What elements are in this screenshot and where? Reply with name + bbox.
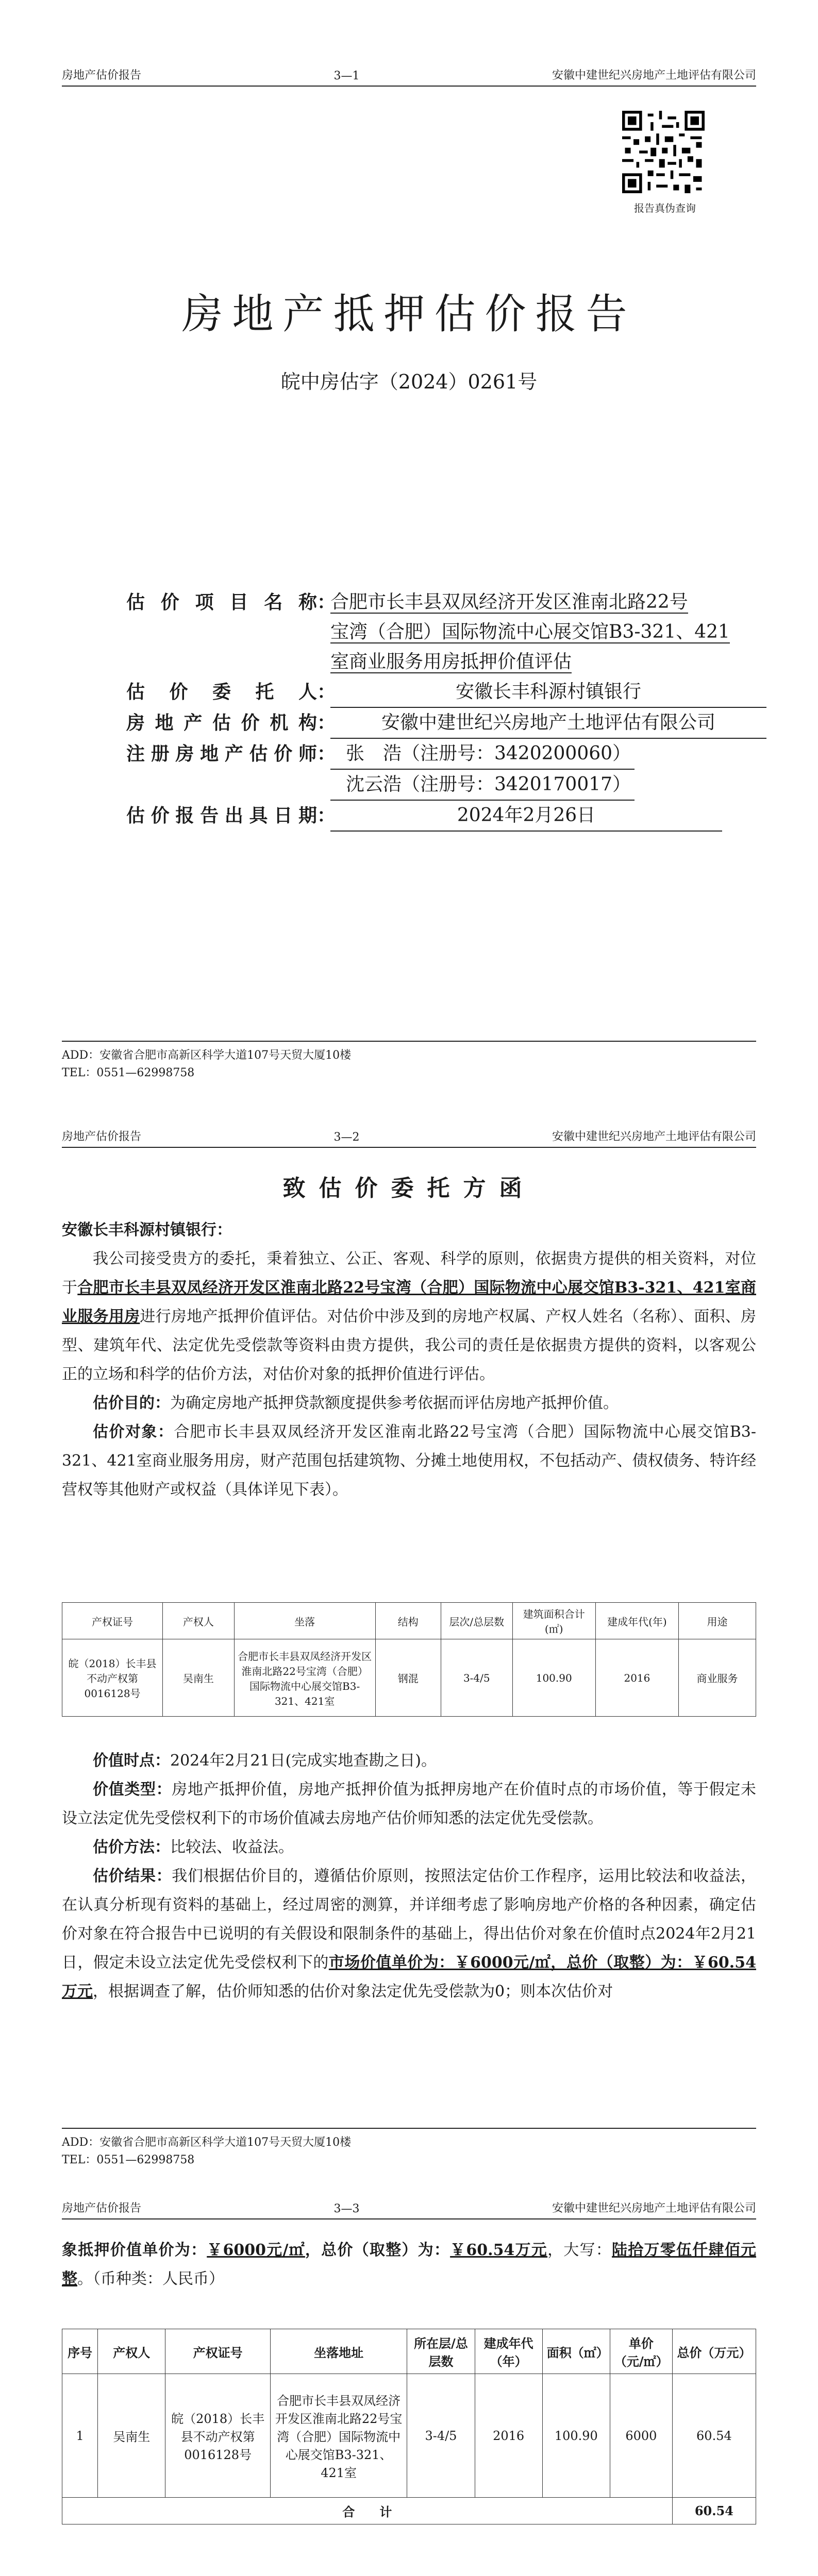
- qr-code-icon[interactable]: [622, 111, 705, 193]
- project-value-line-2: 宝湾（合肥）国际物流中心展交馆B3-321、421: [330, 621, 730, 642]
- result-paragraph: 估价结果：我们根据估价目的，遵循估价原则，按照法定估价工作程序，运用比较法和收益法，在认真分析现有资料的基础上，经过周密的测算，并详细考虑了影响房地产价格的各种因素，确定估价对象在符合报告中已说明的有关假设和限制条件的基础上，得出估价对象在价值时点2024年2月21日，假定未设立法定优先受偿权利下的市场价值单价为：￥6000元/㎡，总价（取整）为：￥60.54万元，根据调查了解，估价师知悉的估价对象法定优先受偿款为0；则本次估价对: [62, 1867, 757, 2001]
- table-header-row: 产权证号 产权人 坐落 结构 层次/总层数 建筑面积合计(㎡) 建成年代(年) 用途: [62, 1603, 756, 1639]
- letter-body-1: [62, 1216, 756, 1504]
- object-address: 合肥市长丰县双凤经济开发区淮南北路22号宝湾（合肥）国际物流中心展交馆B3-321、421室商业服务用房: [62, 1279, 756, 1326]
- market-value: 市场价值单价为：￥6000元/㎡，总价（取整）为：￥60.54万元: [62, 1954, 756, 2001]
- header-page-number: 3—2: [333, 1131, 360, 1144]
- value-type-paragraph: 价值类型：房地产抵押价值，房地产抵押价值为抵押房地产在价值时点的市场价值，等于假定未设立法定优先受偿权利下的市场价值减去房地产估价师知悉的法定优先受偿款。: [62, 1781, 757, 1827]
- date-row: 估价报告出具日期 ： 2024年2月26日: [126, 801, 766, 832]
- header-page-number: 3—3: [333, 2202, 360, 2215]
- salutation: 安徽长丰科源村镇银行：: [62, 1221, 232, 1239]
- org-row: 房地产估价机构 ： 安徽中建世纪兴房地产土地评估有限公司: [126, 708, 766, 739]
- date-value: 2024年2月26日: [330, 801, 722, 832]
- footer-tel: TEL：0551—62998758: [62, 2154, 195, 2166]
- page-footer: [62, 2128, 756, 2169]
- purpose-paragraph: 估价目的：为确定房地产抵押贷款额度提供参考依据而评估房地产抵押价值。: [93, 1394, 619, 1412]
- value-date-paragraph: 价值时点：2024年2月21日(完成实地查勘之日)。: [93, 1752, 437, 1770]
- page-footer: [62, 1041, 756, 1082]
- page-header: [62, 2190, 756, 2219]
- project-value-line-3: 室商业服务用房抵押价值评估: [330, 651, 572, 672]
- footer-address: ADD：安徽省合肥市高新区科学大道107号天贸大厦10楼: [62, 2136, 352, 2149]
- report-title: 房地产抵押估价报告: [181, 290, 637, 338]
- org-label: 房地产估价机构: [126, 712, 317, 734]
- header-company: 安徽中建世纪兴房地产土地评估有限公司: [552, 2202, 756, 2215]
- page-header: [62, 57, 756, 87]
- appraiser-label: 注册房地产估价师: [126, 743, 317, 765]
- letter-page-2: [0, 2190, 818, 2576]
- letter-page-1: [0, 1108, 818, 2190]
- document-number: 皖中房估字（2024）0261号: [280, 370, 538, 393]
- object-paragraph: 估价对象：合肥市长丰县双凤经济开发区淮南北路22号宝湾（合肥）国际物流中心展交馆B3-321、421室商业服务用房，财产范围包括建筑物、分摊土地使用权，不包括动产、债权债务、特许经营权等其他财产或权益（具体详见下表）。: [62, 1423, 757, 1499]
- client-value: 安徽长丰科源村镇银行: [330, 677, 766, 708]
- header-company: 安徽中建世纪兴房地产土地评估有限公司: [552, 69, 756, 82]
- project-value-line-1: 合肥市长丰县双凤经济开发区淮南北路22号: [330, 591, 688, 613]
- appraiser-row: 注册房地产估价师 ： 张 浩（注册号：3420200060） 沈云浩（注册号：3420170017）: [126, 739, 766, 801]
- unit-price: ￥6000元/㎡: [207, 2241, 305, 2259]
- valuation-table: [62, 2329, 756, 2524]
- letter-title: 致估价委托方函: [282, 1175, 536, 1201]
- header-company: 安徽中建世纪兴房地产土地评估有限公司: [552, 1130, 756, 1143]
- header-left: 房地产估价报告: [62, 1130, 142, 1143]
- table-row: 1 吴南生 皖（2018）长丰县不动产权第0016128号 合肥市长丰县双凤经济开发区淮南北路22号宝湾（合肥）国际物流中心展交馆B3-321、421室 3-4/5 2016 100.90 6000 60.54: [62, 2374, 756, 2498]
- cover-page: [0, 0, 818, 1103]
- page-header: [62, 1118, 756, 1148]
- client-row: 估价委托人 ： 安徽长丰科源村镇银行: [126, 677, 766, 708]
- total-price: ￥60.54万元: [450, 2241, 548, 2259]
- intro-paragraph: 我公司接受贵方的委托，秉着独立、公正、客观、科学的原则，依据贵方提供的相关资料，对位于合肥市长丰县双凤经济开发区淮南北路22号宝湾（合肥）国际物流中心展交馆B3-321、421室商业服务用房进行房地产抵押价值评估。对估价中涉及到的房地产权属、产权人姓名（名称）、面积、房型、建筑年代、法定优先受偿款等资料由贵方提供，我公司的责任是依据贵方提供的资料，以客观公正的立场和科学的估价方法，对估价对象的抵押价值进行评估。: [62, 1250, 757, 1383]
- table-sum-row: 合 计 60.54: [62, 2498, 756, 2524]
- header-left: 房地产估价报告: [62, 69, 142, 82]
- client-label: 估价委托人: [126, 681, 317, 703]
- table-header-row: 序号 产权人 产权证号 坐落地址 所在层/总层数 建成年代（年） 面积（㎡） 单价（元/㎡） 总价（万元）: [62, 2329, 756, 2374]
- date-label: 估价报告出具日期: [126, 805, 317, 826]
- appraiser-1: 张 浩（注册号：3420200060）: [330, 739, 635, 770]
- property-table: [62, 1602, 756, 1717]
- project-label: 估价项目名称: [126, 591, 317, 613]
- header-left: 房地产估价报告: [62, 2202, 142, 2215]
- footer-tel: TEL：0551—62998758: [62, 1066, 195, 1079]
- table-row: 皖（2018）长丰县不动产权第0016128号 吴南生 合肥市长丰县双凤经济开发区淮南北路22号宝湾（合肥）国际物流中心展交馆B3-321、421室 钢混 3-4/5 100.90 2016 商业服务: [62, 1639, 756, 1717]
- mortgage-value-text: 象抵押价值单价为：￥6000元/㎡，总价（取整）为：￥60.54万元，大写：陆拾万零伍仟肆佰元整。（币种类：人民币）: [62, 2241, 757, 2288]
- qr-caption: 报告真伪查询: [634, 202, 696, 214]
- project-row: 估价项目名称 ： 合肥市长丰县双凤经济开发区淮南北路22号 宝湾（合肥）国际物流中心展交馆B3-321、421 室商业服务用房抵押价值评估: [126, 587, 766, 677]
- letter-body-2: [62, 1747, 756, 2006]
- method-paragraph: 估价方法：比较法、收益法。: [93, 1838, 294, 1856]
- appraiser-2: 沈云浩（注册号：3420170017）: [330, 770, 635, 801]
- total-price-chinese: 陆拾万零伍仟肆佰元整: [62, 2241, 757, 2288]
- header-page-number: 3—1: [333, 70, 360, 82]
- footer-address: ADD：安徽省合肥市高新区科学大道107号天贸大厦10楼: [62, 1049, 352, 1062]
- cover-info-block: [126, 587, 766, 832]
- org-value: 安徽中建世纪兴房地产土地评估有限公司: [330, 708, 766, 739]
